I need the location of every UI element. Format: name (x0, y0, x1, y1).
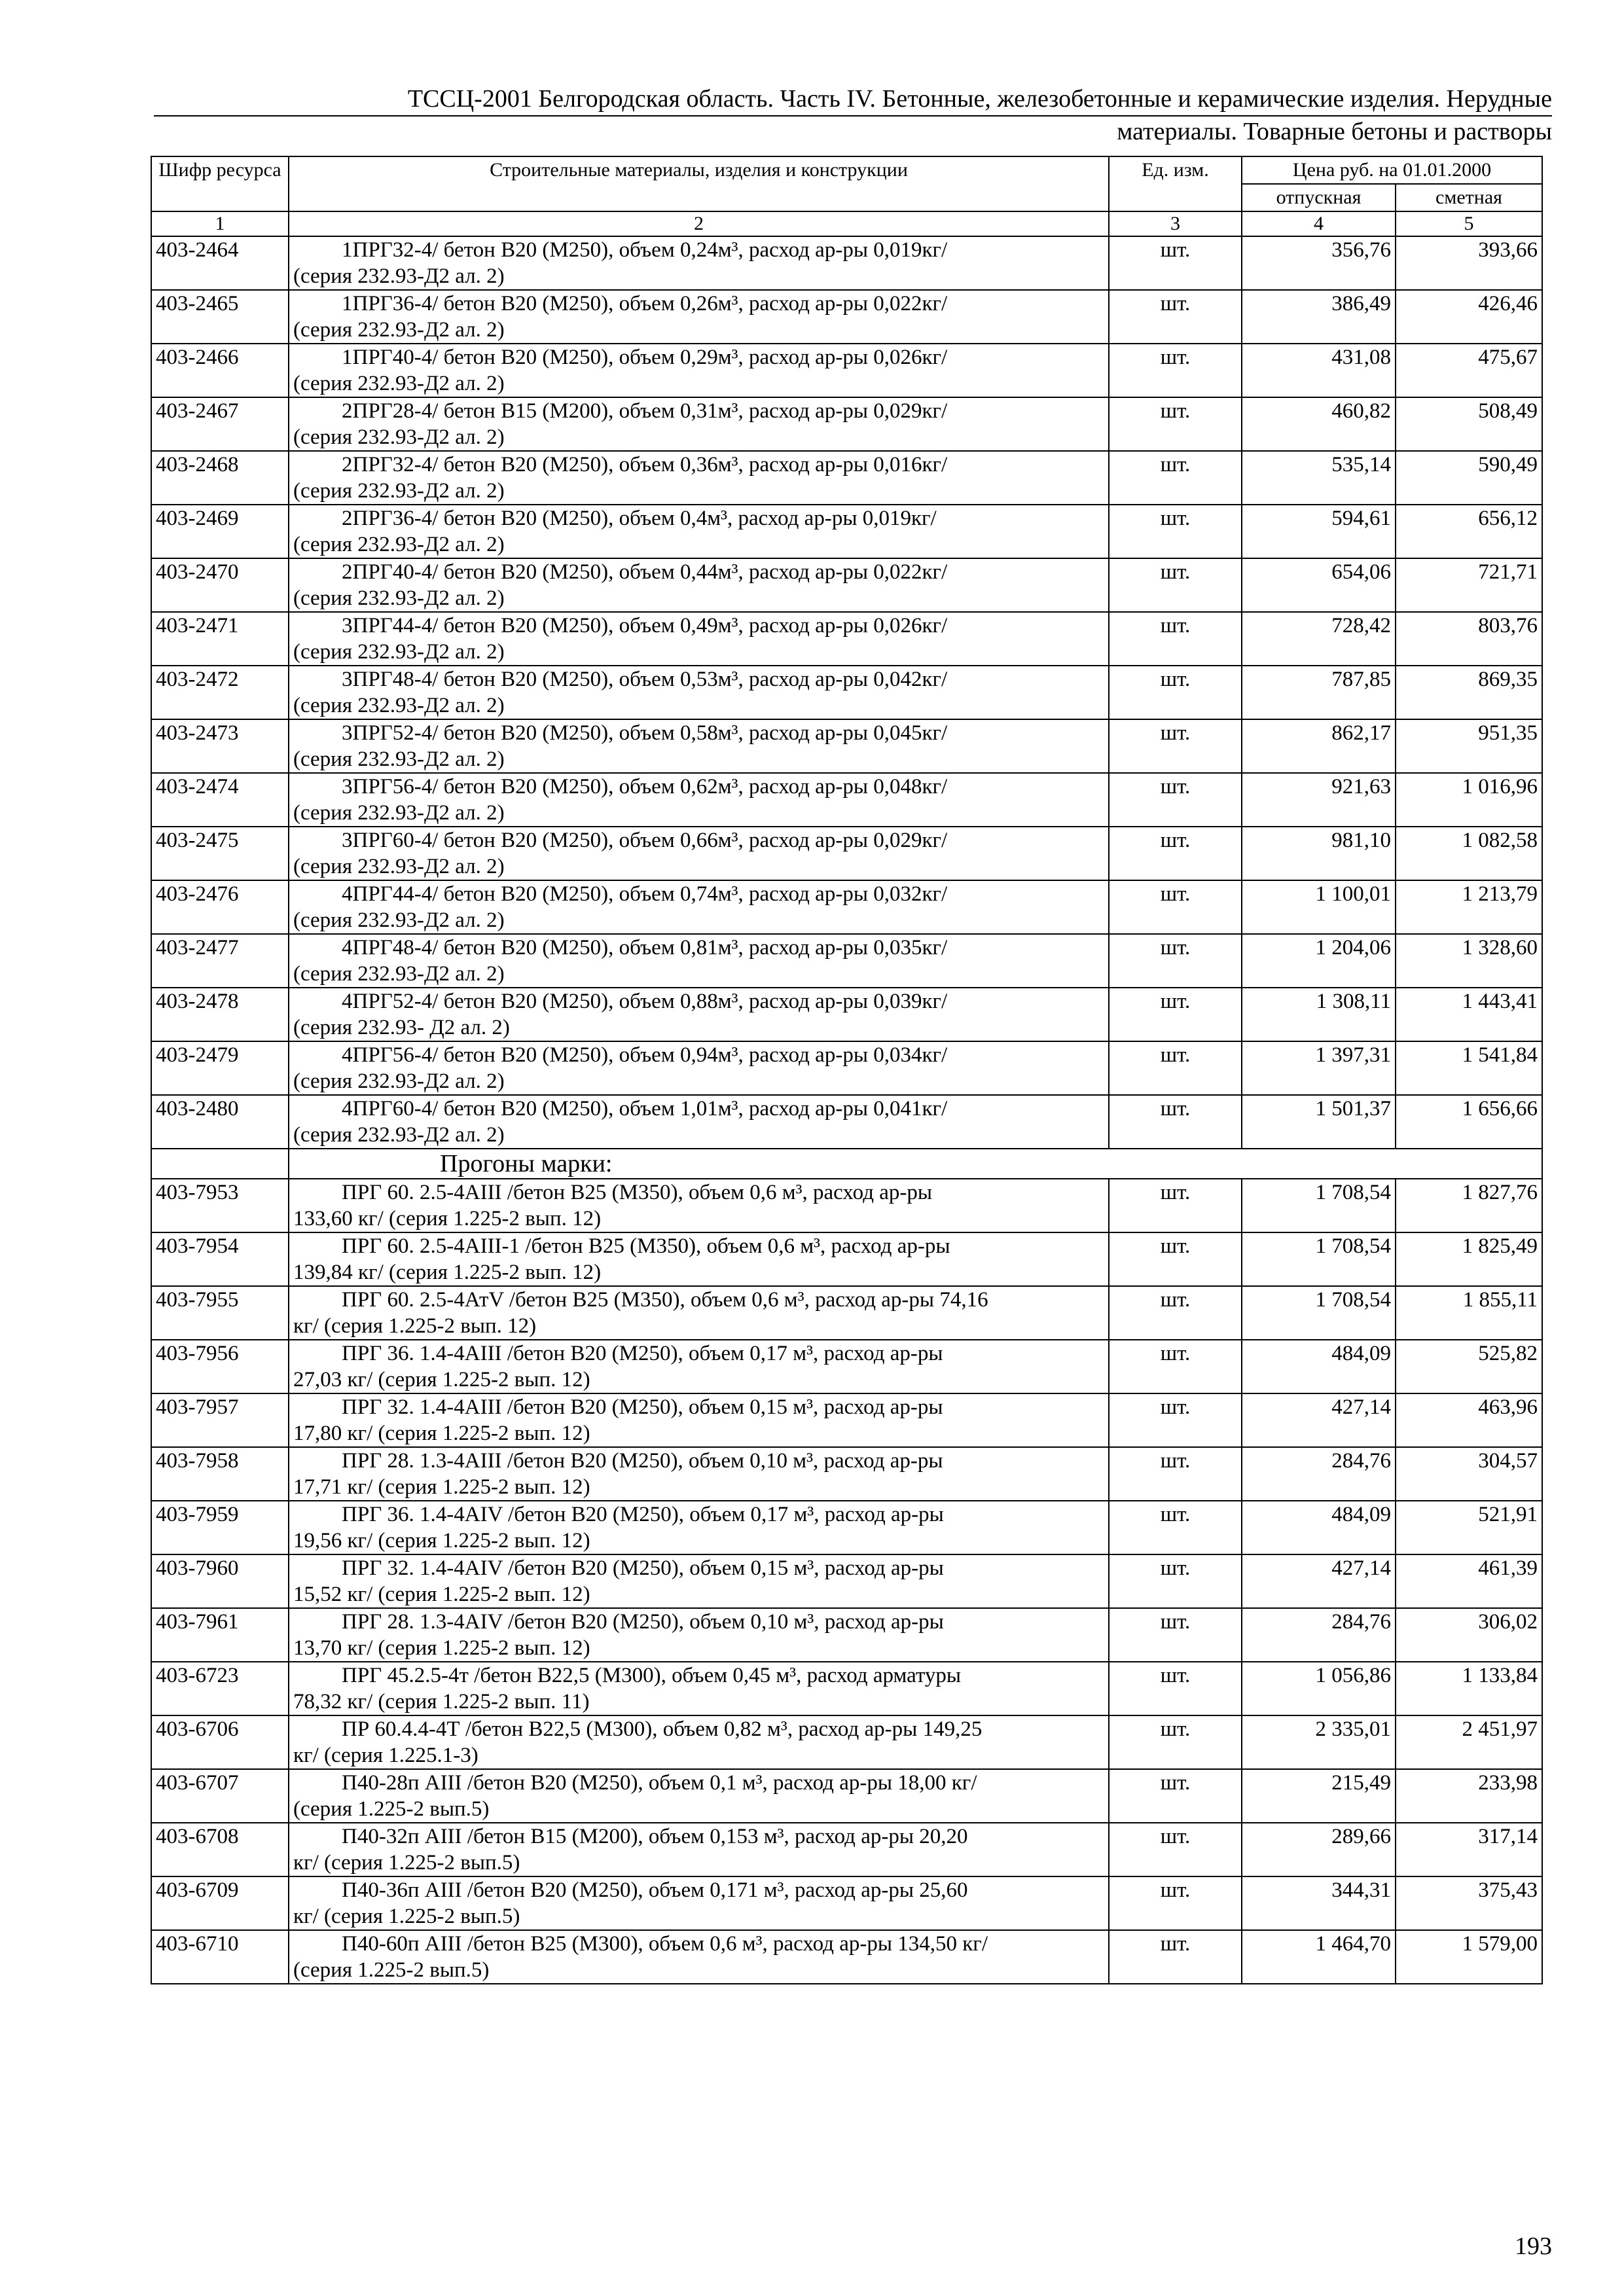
material-description (289, 1662, 1109, 1715)
description-line-2: (серия 232.93-Д2 ал. 2) (293, 533, 505, 556)
table-row (151, 236, 1542, 290)
description-line-2: (серия 1.225-2 вып.5) (293, 1797, 490, 1821)
table-row (151, 1930, 1542, 1984)
release-price: 215,49 (1242, 1769, 1396, 1823)
release-price: 386,49 (1242, 290, 1396, 344)
section-row (151, 1149, 1542, 1179)
unit-cell: шт. (1109, 612, 1242, 666)
description-line-1: П40-60п АIII /бетон В25 (М300), объем 0,6 м³, расход ар-ры 134,50 кг/ (342, 1932, 988, 1956)
description-line-1: 3ПРГ60-4/ бетон В20 (М250), объем 0,66м³, расход ар-ры 0,029кг/ (342, 829, 948, 852)
description-line-2: (серия 232.93-Д2 ал. 2) (293, 747, 505, 771)
unit-cell: шт. (1109, 1179, 1242, 1232)
resource-code: 403-6708 (151, 1823, 289, 1876)
unit-cell: шт. (1109, 934, 1242, 988)
material-description (289, 236, 1109, 290)
material-description (289, 1041, 1109, 1095)
estimate-price: 475,67 (1396, 344, 1542, 397)
description-line-1: ПРГ 45.2.5-4т /бетон В22,5 (М300), объем 0,45 м³, расход арматуры (342, 1664, 962, 1687)
resource-code: 403-2474 (151, 773, 289, 827)
description-line-2: кг/ (серия 1.225-2 вып. 12) (293, 1314, 537, 1338)
description-line-2: (серия 232.93- Д2 ал. 2) (293, 1016, 510, 1039)
description-line-1: 3ПРГ52-4/ бетон В20 (М250), объем 0,58м³, расход ар-ры 0,045кг/ (342, 721, 948, 745)
release-price: 862,17 (1242, 719, 1396, 773)
resource-code: 403-7953 (151, 1179, 289, 1232)
description-line-1: П40-28п АIII /бетон В20 (М250), объем 0,1 м³, расход ар-ры 18,00 кг/ (342, 1771, 977, 1795)
table-row (151, 1769, 1542, 1823)
material-description (289, 1554, 1109, 1608)
table-row (151, 934, 1542, 988)
col-header-estimate: сметная (1396, 184, 1542, 211)
table-row (151, 451, 1542, 505)
description-line-1: 4ПРГ48-4/ бетон В20 (М250), объем 0,81м³, расход ар-ры 0,035кг/ (342, 936, 948, 960)
release-price: 344,31 (1242, 1876, 1396, 1930)
unit-cell: шт. (1109, 1095, 1242, 1149)
unit-cell: шт. (1109, 1662, 1242, 1715)
description-line-2: (серия 232.93-Д2 ал. 2) (293, 1123, 505, 1147)
estimate-price: 304,57 (1396, 1447, 1542, 1501)
table-row (151, 344, 1542, 397)
table-body-b (151, 1179, 1542, 1984)
section-title: Прогоны марки: (289, 1149, 1542, 1179)
resource-code: 403-7961 (151, 1608, 289, 1662)
estimate-price: 1 082,58 (1396, 827, 1542, 880)
description-line-2: кг/ (серия 1.225-2 вып.5) (293, 1851, 520, 1874)
unit-cell: шт. (1109, 397, 1242, 451)
release-price: 460,82 (1242, 397, 1396, 451)
material-description (289, 1340, 1109, 1393)
release-price: 427,14 (1242, 1554, 1396, 1608)
description-line-1: 3ПРГ56-4/ бетон В20 (М250), объем 0,62м³, расход ар-ры 0,048кг/ (342, 775, 948, 798)
release-price: 728,42 (1242, 612, 1396, 666)
description-line-1: 3ПРГ44-4/ бетон В20 (М250), объем 0,49м³, расход ар-ры 0,026кг/ (342, 614, 948, 637)
table-row (151, 397, 1542, 451)
table-row (151, 827, 1542, 880)
estimate-price: 393,66 (1396, 236, 1542, 290)
unit-cell: шт. (1109, 1041, 1242, 1095)
resource-code: 403-2480 (151, 1095, 289, 1149)
release-price: 921,63 (1242, 773, 1396, 827)
resource-code: 403-2470 (151, 558, 289, 612)
release-price: 594,61 (1242, 505, 1396, 558)
resource-code: 403-6710 (151, 1930, 289, 1984)
release-price: 1 464,70 (1242, 1930, 1396, 1984)
unit-cell: шт. (1109, 505, 1242, 558)
resource-code: 403-7956 (151, 1340, 289, 1393)
estimate-price: 317,14 (1396, 1823, 1542, 1876)
table-row (151, 1232, 1542, 1286)
release-price: 484,09 (1242, 1501, 1396, 1554)
estimate-price: 1 133,84 (1396, 1662, 1542, 1715)
unit-cell: шт. (1109, 1232, 1242, 1286)
material-description (289, 934, 1109, 988)
table-row (151, 1393, 1542, 1447)
material-description (289, 773, 1109, 827)
column-number: 2 (289, 211, 1109, 236)
description-line-2: (серия 1.225-2 вып.5) (293, 1958, 490, 1982)
description-line-2: (серия 232.93-Д2 ал. 2) (293, 264, 505, 288)
unit-cell: шт. (1109, 1286, 1242, 1340)
column-number: 3 (1109, 211, 1242, 236)
column-number: 1 (151, 211, 289, 236)
table-row (151, 290, 1542, 344)
table-row (151, 505, 1542, 558)
material-description (289, 344, 1109, 397)
table-row (151, 1501, 1542, 1554)
material-description (289, 988, 1109, 1041)
release-price: 981,10 (1242, 827, 1396, 880)
table-row (151, 1608, 1542, 1662)
release-price: 1 308,11 (1242, 988, 1396, 1041)
resource-code: 403-7957 (151, 1393, 289, 1447)
resource-code: 403-2476 (151, 880, 289, 934)
unit-cell: шт. (1109, 1769, 1242, 1823)
unit-cell: шт. (1109, 773, 1242, 827)
material-description (289, 719, 1109, 773)
release-price: 2 335,01 (1242, 1715, 1396, 1769)
release-price: 1 708,54 (1242, 1232, 1396, 1286)
description-line-1: 4ПРГ44-4/ бетон В20 (М250), объем 0,74м³, расход ар-ры 0,032кг/ (342, 882, 948, 906)
resource-code: 403-2471 (151, 612, 289, 666)
description-line-1: ПРГ 36. 1.4-4АIV /бетон В20 (М250), объем 0,17 м³, расход ар-ры (342, 1503, 944, 1526)
unit-cell: шт. (1109, 988, 1242, 1041)
table-row (151, 1554, 1542, 1608)
release-price: 787,85 (1242, 666, 1396, 719)
table-row (151, 558, 1542, 612)
material-description (289, 1095, 1109, 1149)
description-line-2: (серия 232.93-Д2 ал. 2) (293, 801, 505, 825)
estimate-price: 1 656,66 (1396, 1095, 1542, 1149)
resource-code: 403-2473 (151, 719, 289, 773)
table-row (151, 1340, 1542, 1393)
material-description (289, 1930, 1109, 1984)
column-number: 4 (1242, 211, 1396, 236)
table-row (151, 773, 1542, 827)
material-description (289, 666, 1109, 719)
unit-cell: шт. (1109, 1501, 1242, 1554)
estimate-price: 525,82 (1396, 1340, 1542, 1393)
description-line-2: кг/ (серия 1.225-2 вып.5) (293, 1905, 520, 1928)
estimate-price: 1 855,11 (1396, 1286, 1542, 1340)
material-description (289, 880, 1109, 934)
estimate-price: 1 443,41 (1396, 988, 1542, 1041)
col-header-code: Шифр ресурса (151, 156, 289, 211)
unit-cell: шт. (1109, 1876, 1242, 1930)
table-body-a (151, 236, 1542, 1149)
material-description (289, 397, 1109, 451)
resource-code: 403-2477 (151, 934, 289, 988)
description-line-2: 133,60 кг/ (серия 1.225-2 вып. 12) (293, 1207, 602, 1230)
unit-cell: шт. (1109, 1393, 1242, 1447)
unit-cell: шт. (1109, 1447, 1242, 1501)
unit-cell: шт. (1109, 344, 1242, 397)
description-line-2: (серия 232.93-Д2 ал. 2) (293, 855, 505, 878)
description-line-2: кг/ (серия 1.225.1-3) (293, 1744, 478, 1767)
estimate-price: 461,39 (1396, 1554, 1542, 1608)
material-description (289, 1608, 1109, 1662)
unit-cell: шт. (1109, 290, 1242, 344)
description-line-1: П40-36п АIII /бетон В20 (М250), объем 0,171 м³, расход ар-ры 25,60 (342, 1878, 968, 1902)
material-description (289, 451, 1109, 505)
estimate-price: 1 541,84 (1396, 1041, 1542, 1095)
resource-code: 403-6723 (151, 1662, 289, 1715)
description-line-2: 19,56 кг/ (серия 1.225-2 вып. 12) (293, 1529, 590, 1552)
description-line-2: (серия 232.93-Д2 ал. 2) (293, 694, 505, 717)
unit-cell: шт. (1109, 827, 1242, 880)
resource-code: 403-2464 (151, 236, 289, 290)
estimate-price: 521,91 (1396, 1501, 1542, 1554)
description-line-1: 1ПРГ40-4/ бетон В20 (М250), объем 0,29м³, расход ар-ры 0,026кг/ (342, 346, 948, 369)
release-price: 1 100,01 (1242, 880, 1396, 934)
unit-cell: шт. (1109, 236, 1242, 290)
unit-cell: шт. (1109, 1340, 1242, 1393)
description-line-1: 1ПРГ36-4/ бетон В20 (М250), объем 0,26м³, расход ар-ры 0,022кг/ (342, 292, 948, 315)
table-row (151, 1662, 1542, 1715)
estimate-price: 306,02 (1396, 1608, 1542, 1662)
description-line-2: 78,32 кг/ (серия 1.225-2 вып. 11) (293, 1690, 590, 1713)
resource-code: 403-6706 (151, 1715, 289, 1769)
description-line-1: ПРГ 60. 2.5-4АIII /бетон В25 (М350), объем 0,6 м³, расход ар-ры (342, 1181, 933, 1204)
estimate-price: 463,96 (1396, 1393, 1542, 1447)
material-description (289, 1823, 1109, 1876)
estimate-price: 721,71 (1396, 558, 1542, 612)
resource-code: 403-2466 (151, 344, 289, 397)
estimate-price: 590,49 (1396, 451, 1542, 505)
material-description (289, 827, 1109, 880)
estimate-price: 233,98 (1396, 1769, 1542, 1823)
description-line-1: ПРГ 32. 1.4-4АIII /бетон В20 (М250), объем 0,15 м³, расход ар-ры (342, 1395, 943, 1419)
resource-code: 403-7960 (151, 1554, 289, 1608)
table-row (151, 880, 1542, 934)
description-line-2: (серия 232.93-Д2 ал. 2) (293, 425, 505, 449)
unit-cell: шт. (1109, 1823, 1242, 1876)
table-row (151, 1715, 1542, 1769)
page-header (154, 84, 1552, 147)
material-description (289, 612, 1109, 666)
description-line-2: 17,80 кг/ (серия 1.225-2 вып. 12) (293, 1422, 590, 1445)
release-price: 1 204,06 (1242, 934, 1396, 988)
page-number: 193 (1515, 2233, 1552, 2260)
description-line-2: (серия 232.93-Д2 ал. 2) (293, 962, 505, 986)
unit-cell: шт. (1109, 880, 1242, 934)
resource-code: 403-2468 (151, 451, 289, 505)
section-code-cell (151, 1149, 289, 1179)
col-header-unit: Ед. изм. (1109, 156, 1242, 211)
release-price: 284,76 (1242, 1608, 1396, 1662)
unit-cell: шт. (1109, 719, 1242, 773)
header-title-line2: материалы. Товарные бетоны и растворы (1117, 118, 1552, 145)
material-description (289, 1876, 1109, 1930)
table-row (151, 1095, 1542, 1149)
unit-cell: шт. (1109, 1930, 1242, 1984)
resource-code: 403-2465 (151, 290, 289, 344)
description-line-2: (серия 232.93-Д2 ал. 2) (293, 640, 505, 664)
estimate-price: 1 827,76 (1396, 1179, 1542, 1232)
estimate-price: 1 016,96 (1396, 773, 1542, 827)
material-description (289, 1286, 1109, 1340)
description-line-1: П40-32п АIII /бетон В15 (М200), объем 0,153 м³, расход ар-ры 20,20 (342, 1825, 968, 1848)
description-line-2: 17,71 кг/ (серия 1.225-2 вып. 12) (293, 1475, 590, 1499)
description-line-1: ПРГ 60. 2.5-4АтV /бетон В25 (М350), объем 0,6 м³, расход ар-ры 74,16 (342, 1288, 988, 1312)
resource-code: 403-7958 (151, 1447, 289, 1501)
price-table (151, 156, 1543, 1984)
table-row (151, 1876, 1542, 1930)
resource-code: 403-6707 (151, 1769, 289, 1823)
material-description (289, 1501, 1109, 1554)
table-row (151, 1179, 1542, 1232)
description-line-1: 2ПРГ40-4/ бетон В20 (М250), объем 0,44м³, расход ар-ры 0,022кг/ (342, 560, 948, 584)
table-row (151, 612, 1542, 666)
unit-cell: шт. (1109, 1608, 1242, 1662)
material-description (289, 1715, 1109, 1769)
release-price: 289,66 (1242, 1823, 1396, 1876)
material-description (289, 290, 1109, 344)
estimate-price: 1 825,49 (1396, 1232, 1542, 1286)
material-description (289, 558, 1109, 612)
material-description (289, 1447, 1109, 1501)
resource-code: 403-2469 (151, 505, 289, 558)
release-price: 284,76 (1242, 1447, 1396, 1501)
table-row (151, 1447, 1542, 1501)
release-price: 1 501,37 (1242, 1095, 1396, 1149)
material-description (289, 505, 1109, 558)
resource-code: 403-2478 (151, 988, 289, 1041)
release-price: 356,76 (1242, 236, 1396, 290)
estimate-price: 803,76 (1396, 612, 1542, 666)
release-price: 535,14 (1242, 451, 1396, 505)
description-line-1: 4ПРГ52-4/ бетон В20 (М250), объем 0,88м³, расход ар-ры 0,039кг/ (342, 990, 948, 1013)
col-header-release: отпускная (1242, 184, 1396, 211)
header-title-line1: ТССЦ-2001 Белгородская область. Часть IV. Бетонные, железобетонные и керамические изделия. Нерудные (407, 85, 1552, 113)
release-price: 427,14 (1242, 1393, 1396, 1447)
description-line-2: (серия 232.93-Д2 ал. 2) (293, 908, 505, 932)
unit-cell: шт. (1109, 1554, 1242, 1608)
description-line-1: 2ПРГ32-4/ бетон В20 (М250), объем 0,36м³, расход ар-ры 0,016кг/ (342, 453, 948, 476)
resource-code: 403-6709 (151, 1876, 289, 1930)
description-line-1: 2ПРГ36-4/ бетон В20 (М250), объем 0,4м³, расход ар-ры 0,019кг/ (342, 507, 937, 530)
table-row (151, 1823, 1542, 1876)
description-line-2: 27,03 кг/ (серия 1.225-2 вып. 12) (293, 1368, 590, 1391)
unit-cell: шт. (1109, 558, 1242, 612)
estimate-price: 2 451,97 (1396, 1715, 1542, 1769)
description-line-2: (серия 232.93-Д2 ал. 2) (293, 318, 505, 342)
description-line-1: ПРГ 28. 1.3-4АIII /бетон В20 (М250), объем 0,10 м³, расход ар-ры (342, 1449, 943, 1473)
estimate-price: 1 328,60 (1396, 934, 1542, 988)
section-body (151, 1149, 1542, 1179)
description-line-2: (серия 232.93-Д2 ал. 2) (293, 1069, 505, 1093)
description-line-1: ПРГ 32. 1.4-4АIV /бетон В20 (М250), объем 0,15 м³, расход ар-ры (342, 1556, 944, 1580)
description-line-1: ПРГ 28. 1.3-4АIV /бетон В20 (М250), объем 0,10 м³, расход ар-ры (342, 1610, 944, 1634)
resource-code: 403-7954 (151, 1232, 289, 1286)
description-line-1: ПРГ 60. 2.5-4АIII-1 /бетон В25 (М350), объем 0,6 м³, расход ар-ры (342, 1234, 950, 1258)
release-price: 654,06 (1242, 558, 1396, 612)
estimate-price: 1 213,79 (1396, 880, 1542, 934)
material-description (289, 1232, 1109, 1286)
release-price: 484,09 (1242, 1340, 1396, 1393)
resource-code: 403-2479 (151, 1041, 289, 1095)
description-line-2: (серия 232.93-Д2 ал. 2) (293, 372, 505, 395)
column-number: 5 (1396, 211, 1542, 236)
column-number-row (151, 211, 1542, 236)
release-price: 431,08 (1242, 344, 1396, 397)
table-row (151, 1286, 1542, 1340)
description-line-1: 4ПРГ56-4/ бетон В20 (М250), объем 0,94м³, расход ар-ры 0,034кг/ (342, 1043, 948, 1067)
material-description (289, 1393, 1109, 1447)
unit-cell: шт. (1109, 1715, 1242, 1769)
table-row (151, 988, 1542, 1041)
resource-code: 403-7959 (151, 1501, 289, 1554)
table-row (151, 719, 1542, 773)
description-line-1: 4ПРГ60-4/ бетон В20 (М250), объем 1,01м³, расход ар-ры 0,041кг/ (342, 1097, 948, 1121)
description-line-2: 13,70 кг/ (серия 1.225-2 вып. 12) (293, 1636, 590, 1660)
description-line-2: 139,84 кг/ (серия 1.225-2 вып. 12) (293, 1261, 602, 1284)
estimate-price: 869,35 (1396, 666, 1542, 719)
table-row (151, 1041, 1542, 1095)
resource-code: 403-2475 (151, 827, 289, 880)
release-price: 1 708,54 (1242, 1179, 1396, 1232)
estimate-price: 508,49 (1396, 397, 1542, 451)
description-line-1: 1ПРГ32-4/ бетон В20 (М250), объем 0,24м³, расход ар-ры 0,019кг/ (342, 238, 948, 262)
description-line-2: (серия 232.93-Д2 ал. 2) (293, 586, 505, 610)
col-header-price: Цена руб. на 01.01.2000 (1242, 156, 1542, 184)
estimate-price: 1 579,00 (1396, 1930, 1542, 1984)
release-price: 1 708,54 (1242, 1286, 1396, 1340)
release-price: 1 056,86 (1242, 1662, 1396, 1715)
description-line-1: 2ПРГ28-4/ бетон В15 (М200), объем 0,31м³, расход ар-ры 0,029кг/ (342, 399, 948, 423)
estimate-price: 951,35 (1396, 719, 1542, 773)
description-line-1: ПР 60.4.4-4Т /бетон В22,5 (М300), объем 0,82 м³, расход ар-ры 149,25 (342, 1717, 983, 1741)
table-row (151, 666, 1542, 719)
material-description (289, 1179, 1109, 1232)
description-line-1: ПРГ 36. 1.4-4АIII /бетон В20 (М250), объем 0,17 м³, расход ар-ры (342, 1342, 943, 1365)
resource-code: 403-7955 (151, 1286, 289, 1340)
estimate-price: 426,46 (1396, 290, 1542, 344)
description-line-2: (серия 232.93-Д2 ал. 2) (293, 479, 505, 503)
material-description (289, 1769, 1109, 1823)
estimate-price: 656,12 (1396, 505, 1542, 558)
unit-cell: шт. (1109, 451, 1242, 505)
col-header-name: Строительные материалы, изделия и конструкции (289, 156, 1109, 211)
resource-code: 403-2472 (151, 666, 289, 719)
unit-cell: шт. (1109, 666, 1242, 719)
estimate-price: 375,43 (1396, 1876, 1542, 1930)
description-line-2: 15,52 кг/ (серия 1.225-2 вып. 12) (293, 1583, 590, 1606)
description-line-1: 3ПРГ48-4/ бетон В20 (М250), объем 0,53м³, расход ар-ры 0,042кг/ (342, 668, 948, 691)
resource-code: 403-2467 (151, 397, 289, 451)
release-price: 1 397,31 (1242, 1041, 1396, 1095)
